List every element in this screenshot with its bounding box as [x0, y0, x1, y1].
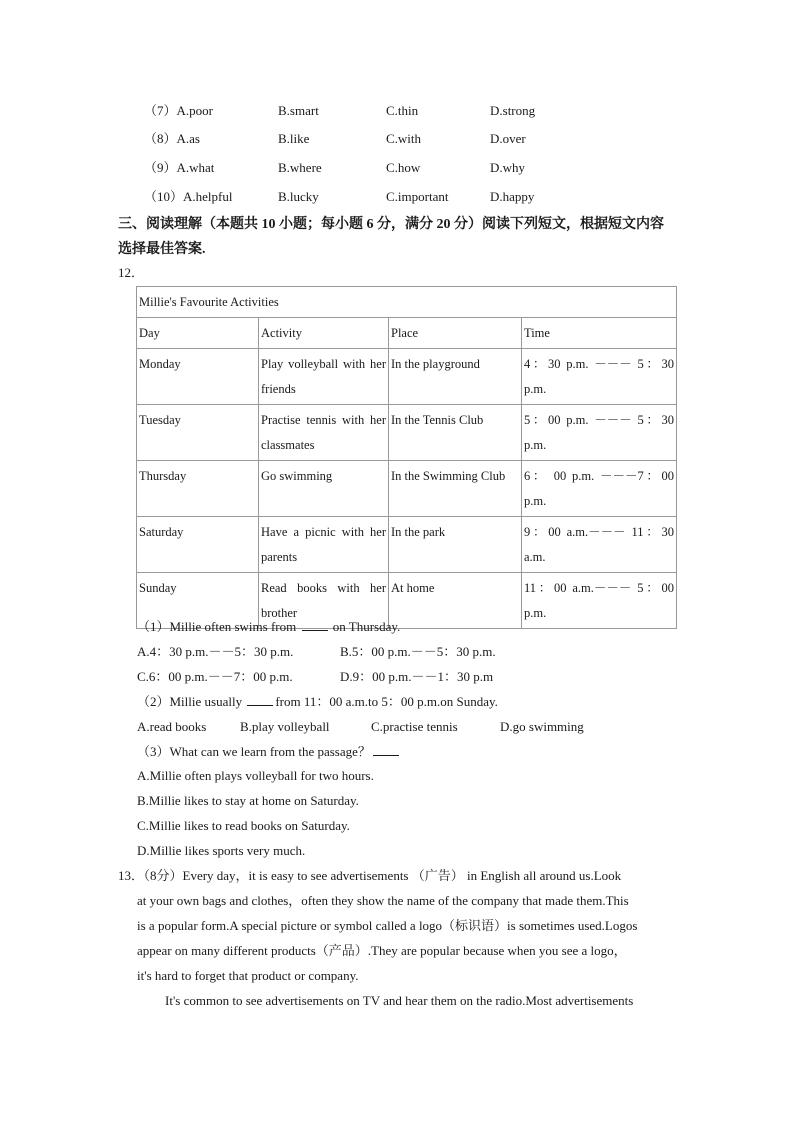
stem-text: （2）Millie usually — [137, 694, 246, 709]
cell-place: At home — [389, 573, 522, 629]
table-row — [137, 349, 677, 405]
option-d: D.over — [490, 131, 526, 146]
table-row — [137, 405, 677, 461]
answer-blank[interactable] — [247, 693, 273, 706]
table-header-row — [137, 318, 677, 349]
q12-1-stem — [137, 617, 400, 637]
stem-text: from 11：00 a.m.to 5：00 p.m.on Sunday. — [275, 694, 498, 709]
cell-time: 9：00 a.m.－－－ 11：30 a.m. — [522, 517, 677, 573]
option-a: （10）A.helpful — [144, 189, 233, 204]
cell-time: 6： 00 p.m. －－－7：00 p.m. — [522, 461, 677, 517]
option-a: （9）A.what — [144, 160, 215, 175]
section-heading — [118, 212, 678, 262]
header-day: Day — [137, 318, 259, 349]
option-c: C.practise tennis — [371, 719, 458, 734]
cell-activity: Go swimming — [259, 461, 389, 517]
option-c: C.6：00 p.m.－－7：00 p.m. — [137, 669, 293, 684]
answer-blank[interactable] — [373, 743, 399, 756]
cell-place: In the park — [389, 517, 522, 573]
option-b: B.play volleyball — [240, 719, 330, 734]
option-a: （7）A.poor — [144, 103, 213, 118]
header-place: Place — [389, 318, 522, 349]
stem-text: （3）What can we learn from the passage？ — [137, 744, 371, 759]
table-row — [137, 461, 677, 517]
table-caption: Millie's Favourite Activities — [137, 287, 677, 318]
option-d: D.happy — [490, 189, 535, 204]
section-heading-line1: 三、阅读理解（本题共 10 小题；每小题 6 分，满分 20 分）阅读下列短文，根据短文内容 — [118, 217, 664, 232]
cell-activity: Have a picnic with her parents — [259, 517, 389, 573]
option-c: C.how — [386, 160, 421, 175]
cell-day: Thursday — [137, 461, 259, 517]
cell-time: 4：30 p.m. －－－ 5：30 p.m. — [522, 349, 677, 405]
q13-passage — [137, 863, 677, 988]
option-b: B.5：00 p.m.－－5：30 p.m. — [340, 644, 496, 659]
passage-line: at your own bags and clothes，often they show the name of the company that made them.This — [137, 893, 629, 908]
option-a: （8）A.as — [144, 131, 200, 146]
q13-paragraph-2: It's common to see advertisements on TV and hear them on the radio.Most advertisements — [165, 993, 634, 1008]
header-time: Time — [522, 318, 677, 349]
q12-3-stem — [137, 742, 401, 762]
table-row — [137, 517, 677, 573]
option-d: D.9：00 p.m.－－1：30 p.m — [340, 669, 494, 684]
cell-day: Sunday — [137, 573, 259, 629]
option-c: C.with — [386, 131, 422, 146]
cell-place: In the playground — [389, 349, 522, 405]
option-b: B.Millie likes to stay at home on Saturday. — [137, 793, 359, 808]
stem-text: （1）Millie often swims from — [137, 619, 300, 634]
cell-place: In the Tennis Club — [389, 405, 522, 461]
option-d: D.why — [490, 160, 526, 175]
cell-activity: Practise tennis with her classmates — [259, 405, 389, 461]
stem-text: on Thursday. — [329, 619, 401, 634]
option-c: C.thin — [386, 103, 419, 118]
table-caption-row — [137, 287, 677, 318]
cell-place: In the Swimming Club — [389, 461, 522, 517]
option-d: D.Millie likes sports very much. — [137, 843, 306, 858]
option-d: D.strong — [490, 103, 536, 118]
passage-line: it's hard to forget that product or company. — [137, 968, 359, 983]
cell-day: Tuesday — [137, 405, 259, 461]
cell-time: 11：00 a.m.－－－ 5：00 p.m. — [522, 573, 677, 629]
option-a: A.4：30 p.m.－－5：30 p.m. — [137, 644, 294, 659]
answer-blank[interactable] — [302, 618, 328, 631]
passage-line: （8分）Every day，it is easy to see advertisements （广告） in English all around us.Look — [137, 868, 622, 883]
option-b: B.like — [278, 131, 310, 146]
passage-line: appear on many different products（产品）.They are popular because when you see a logo， — [137, 943, 627, 958]
option-a: A.read books — [137, 719, 207, 734]
question-12-number: 12． — [118, 265, 145, 280]
section-heading-line2: 选择最佳答案. — [118, 242, 206, 257]
question-13-number: 13． — [118, 868, 145, 883]
cell-activity: Read books with her brother — [259, 573, 389, 629]
option-c: C.important — [386, 189, 449, 204]
cell-activity: Play volleyball with her friends — [259, 349, 389, 405]
header-activity: Activity — [259, 318, 389, 349]
option-b: B.smart — [278, 103, 319, 118]
cell-day: Monday — [137, 349, 259, 405]
passage-line: is a popular form.A special picture or symbol called a logo（标识语）is sometimes used.Logos — [137, 918, 638, 933]
option-b: B.lucky — [278, 189, 319, 204]
option-a: A.Millie often plays volleyball for two hours. — [137, 768, 374, 783]
q12-2-stem — [137, 692, 498, 712]
cell-time: 5：00 p.m. －－－ 5：30 p.m. — [522, 405, 677, 461]
option-c: C.Millie likes to read books on Saturday. — [137, 818, 350, 833]
option-b: B.where — [278, 160, 322, 175]
cell-day: Saturday — [137, 517, 259, 573]
option-d: D.go swimming — [500, 719, 584, 734]
activities-table — [136, 286, 677, 629]
